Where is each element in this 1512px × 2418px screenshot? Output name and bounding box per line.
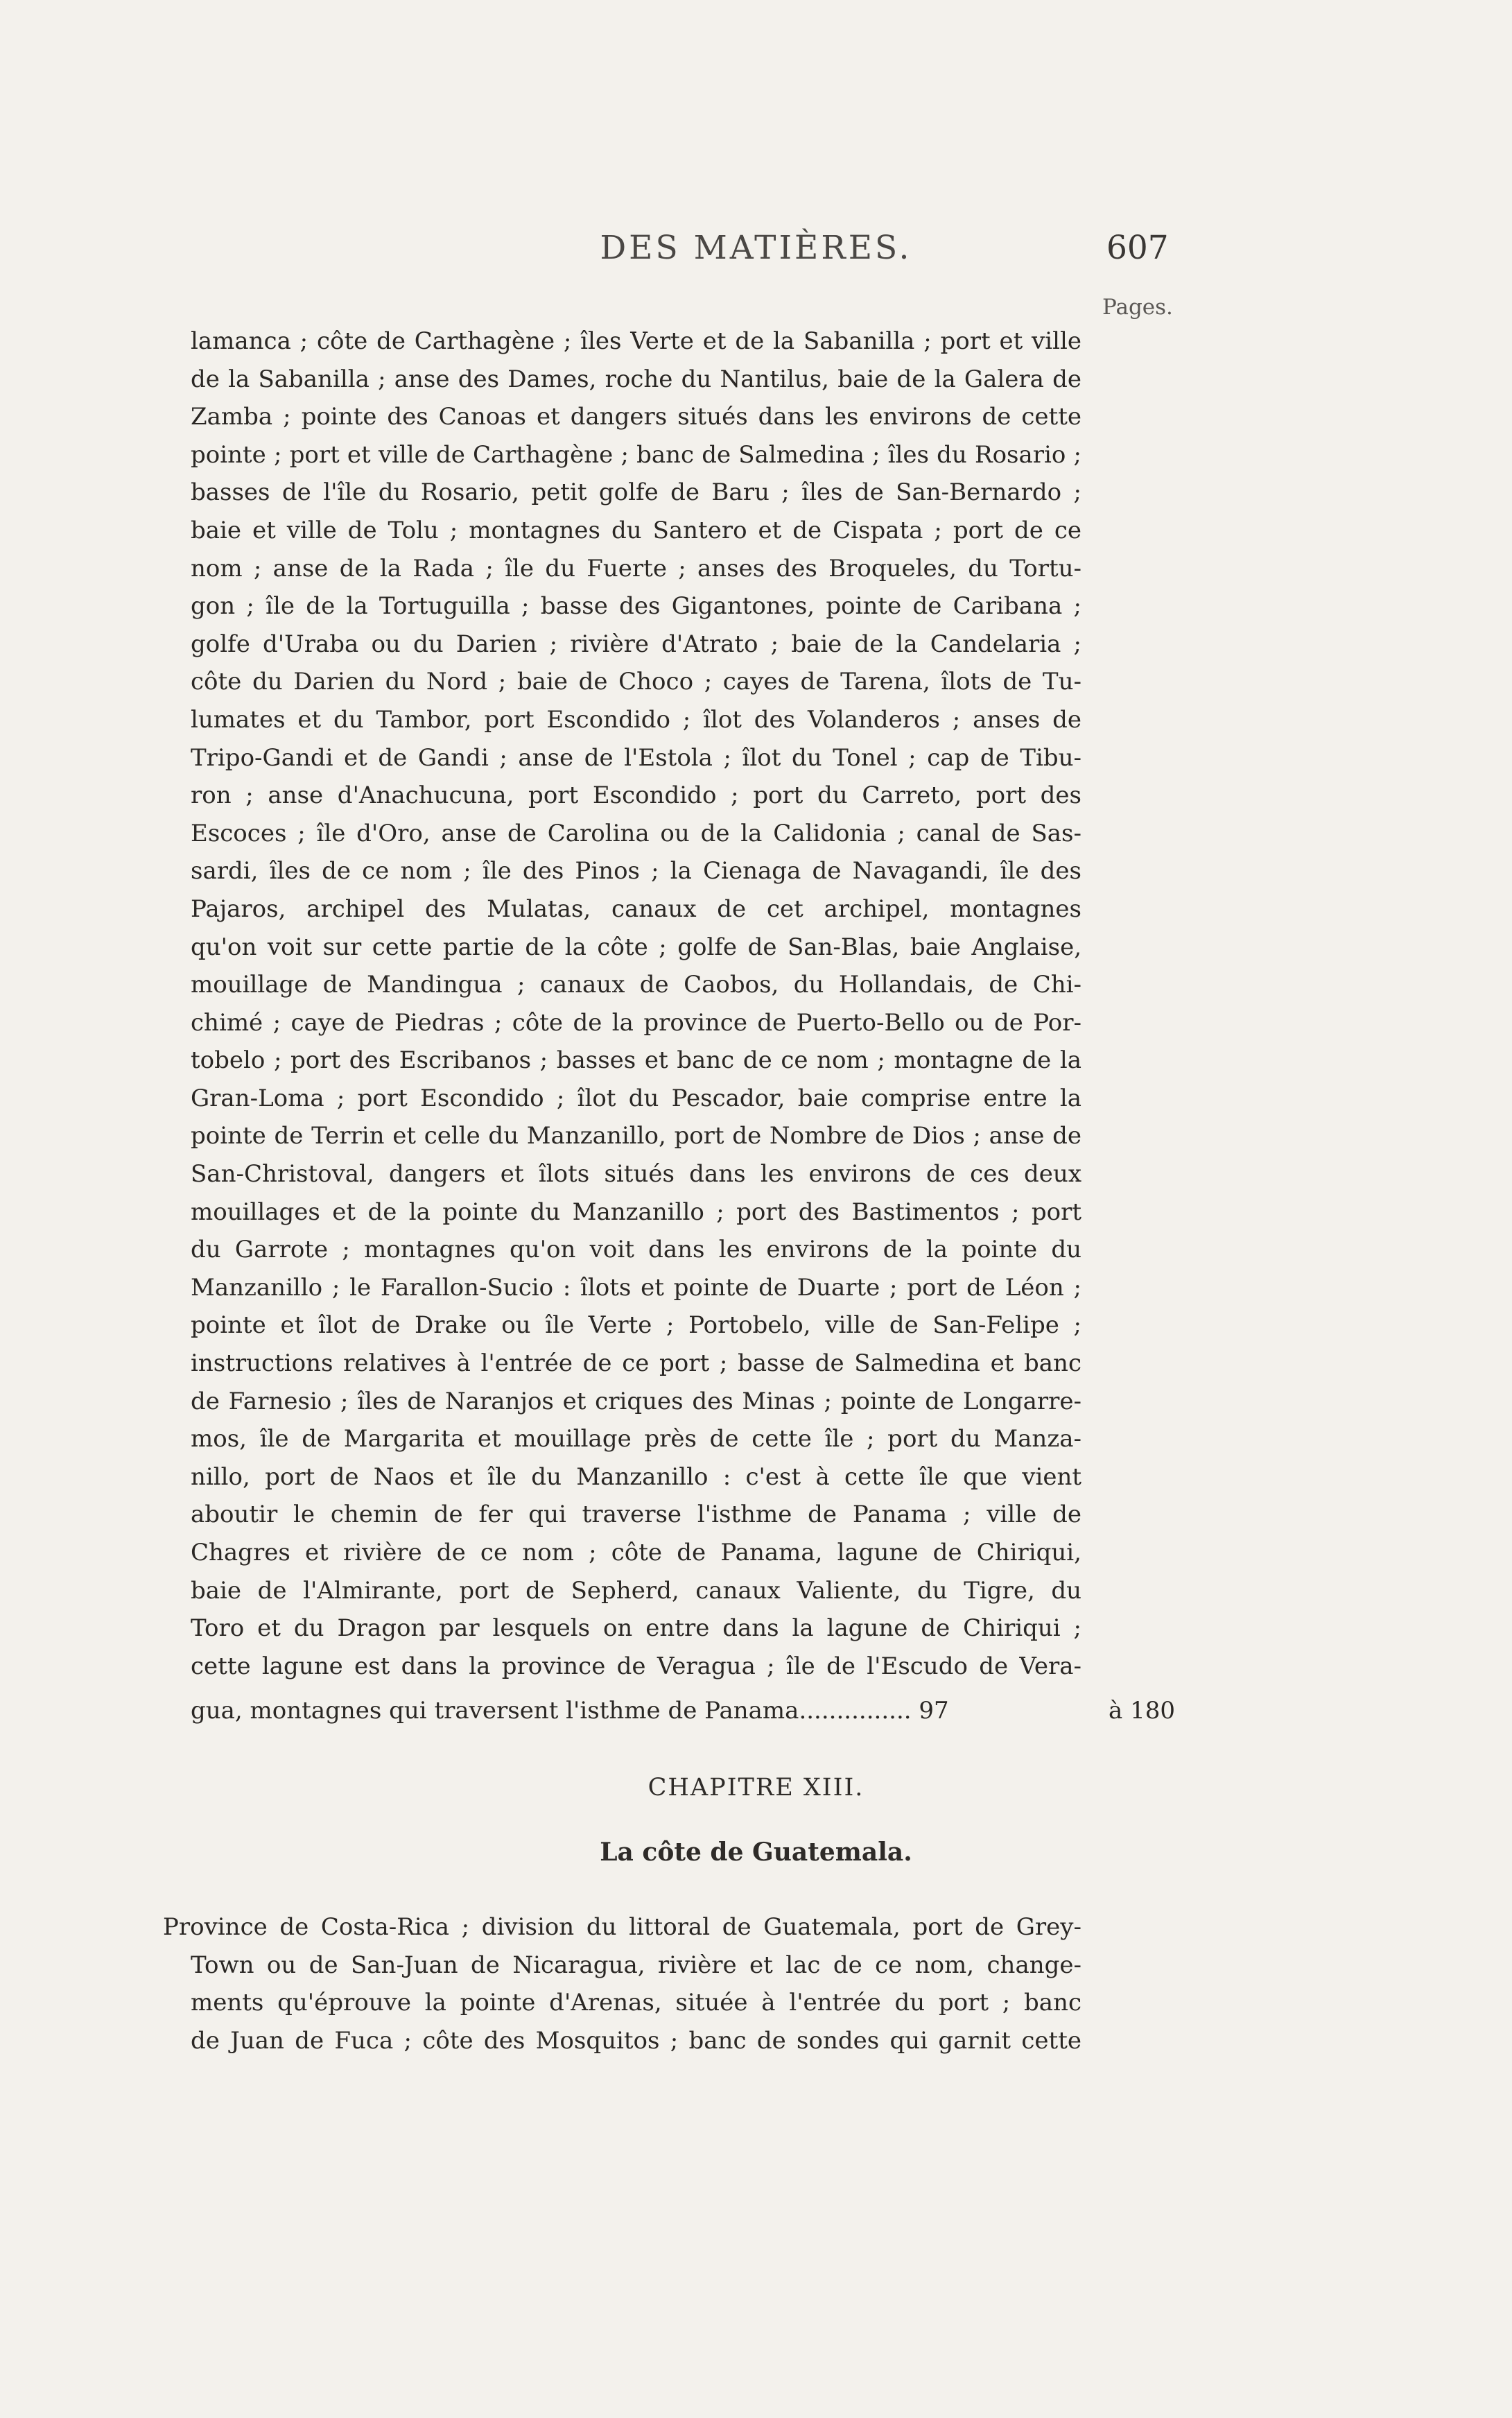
text-line: Pajaros, archipel des Mulatas, canaux de cet archipel, montagnes <box>191 895 1081 923</box>
text-line: de Juan de Fuca ; côte des Mosquitos ; banc de sondes qui garnit cette <box>191 2026 1081 2055</box>
chapter-13-entry <box>163 1908 1081 2059</box>
text-line: Tripo-Gandi et de Gandi ; anse de l'Estola ; îlot du Tonel ; cap de Tibu- <box>191 743 1081 772</box>
running-head <box>0 229 1512 277</box>
pages-column-label: Pages. <box>1102 295 1173 320</box>
text-line: cette lagune est dans la province de Veragua ; île de l'Escudo de Vera- <box>191 1652 1081 1680</box>
chapter-heading: CHAPITRE XIII. <box>648 1774 864 1802</box>
text-line: qu'on voit sur cette partie de la côte ; golfe de San-Blas, baie Anglaise, <box>191 933 1081 961</box>
text-line: golfe d'Uraba ou du Darien ; rivière d'Atrato ; baie de la Candelaria ; <box>191 630 1081 658</box>
text-line: côte du Darien du Nord ; baie de Choco ; cayes de Tarena, îlots de Tu- <box>191 668 1081 696</box>
text-line: chimé ; caye de Piedras ; côte de la province de Puerto-Bello ou de Por- <box>191 1008 1081 1037</box>
text-line: Toro et du Dragon par lesquels on entre dans la lagune de Chiriqui ; <box>191 1614 1081 1643</box>
chapter-12-entry <box>191 322 1081 1685</box>
page-range: à 180 <box>1109 1697 1175 1725</box>
chapter-12-last-line <box>191 1692 1175 1730</box>
text-line: sardi, îles de ce nom ; île des Pinos ; la Cienaga de Navagandi, île des <box>191 857 1081 886</box>
text-line: Chagres et rivière de ce nom ; côte de Panama, lagune de Chiriqui, <box>191 1539 1081 1566</box>
text-line: Town ou de San-Juan de Nicaragua, rivière et lac de ce nom, change- <box>191 1951 1081 1979</box>
page-number: 607 <box>1106 229 1169 267</box>
last-line-text: gua, montagnes qui traversent l'isthme de Panama............... 97 <box>191 1697 949 1725</box>
text-line: aboutir le chemin de fer qui traverse l'isthme de Panama ; ville de <box>191 1501 1081 1529</box>
text-line: ments qu'éprouve la pointe d'Arenas, située à l'entrée du port ; banc <box>191 1989 1081 2017</box>
text-line: pointe et îlot de Drake ou île Verte ; Portobelo, ville de San-Felipe ; <box>191 1311 1081 1340</box>
text-line: lumates et du Tambor, port Escondido ; îlot des Volanderos ; anses de <box>191 705 1081 734</box>
text-line: ron ; anse d'Anachucuna, port Escondido ; port du Carreto, port des <box>191 781 1081 810</box>
chapter-title: La côte de Guatemala. <box>600 1838 912 1867</box>
text-line: lamanca ; côte de Carthagène ; îles Verte et de la Sabanilla ; port et ville <box>191 327 1081 355</box>
text-line: mouillages et de la pointe du Manzanillo ; port des Bastimentos ; port <box>191 1198 1081 1226</box>
text-line: instructions relatives à l'entrée de ce port ; basse de Salmedina et banc <box>191 1349 1081 1378</box>
text-line: baie de l'Almirante, port de Sepherd, canaux Valiente, du Tigre, du <box>191 1576 1081 1605</box>
text-line: Escoces ; île d'Oro, anse de Carolina ou de la Calidonia ; canal de Sas- <box>191 819 1081 847</box>
text-line: pointe de Terrin et celle du Manzanillo, port de Nombre de Dios ; anse de <box>191 1122 1081 1150</box>
text-line: nom ; anse de la Rada ; île du Fuerte ; anses des Broqueles, du Tortu- <box>191 554 1081 582</box>
text-line: San-Christoval, dangers et îlots situés dans les environs de ces deux <box>191 1160 1081 1189</box>
text-line: nillo, port de Naos et île du Manzanillo : c'est à cette île que vient <box>191 1462 1081 1491</box>
text-line: de Farnesio ; îles de Naranjos et criques des Minas ; pointe de Longarre- <box>191 1387 1081 1415</box>
text-line: gon ; île de la Tortuguilla ; basse des Gigantones, pointe de Caribana ; <box>191 592 1081 621</box>
text-line: baie et ville de Tolu ; montagnes du Santero et de Cispata ; port de ce <box>191 516 1081 544</box>
text-line: basses de l'île du Rosario, petit golfe de Baru ; îles de San-Bernardo ; <box>191 478 1081 507</box>
text-line: du Garrote ; montagnes qu'on voit dans les environs de la pointe du <box>191 1236 1081 1264</box>
text-line: Manzanillo ; le Farallon-Sucio : îlots et pointe de Duarte ; port de Léon ; <box>191 1273 1081 1302</box>
text-line: Gran-Loma ; port Escondido ; îlot du Pescador, baie comprise entre la <box>191 1084 1081 1112</box>
text-line: Province de Costa-Rica ; division du littoral de Guatemala, port de Grey- <box>163 1913 1081 1941</box>
text-line: mouillage de Mandingua ; canaux de Caobos, du Hollandais, de Chi- <box>191 971 1081 999</box>
text-line: pointe ; port et ville de Carthagène ; banc de Salmedina ; îles du Rosario ; <box>191 440 1081 469</box>
running-head-title: DES MATIÈRES. <box>600 229 912 267</box>
text-line: Zamba ; pointe des Canoas et dangers situés dans les environs de cette <box>191 403 1081 431</box>
text-line: mos, île de Margarita et mouillage près de cette île ; port du Manza- <box>191 1425 1081 1453</box>
text-line: de la Sabanilla ; anse des Dames, roche du Nantilus, baie de la Galera de <box>191 365 1081 393</box>
text-line: tobelo ; port des Escribanos ; basses et banc de ce nom ; montagne de la <box>191 1046 1081 1075</box>
